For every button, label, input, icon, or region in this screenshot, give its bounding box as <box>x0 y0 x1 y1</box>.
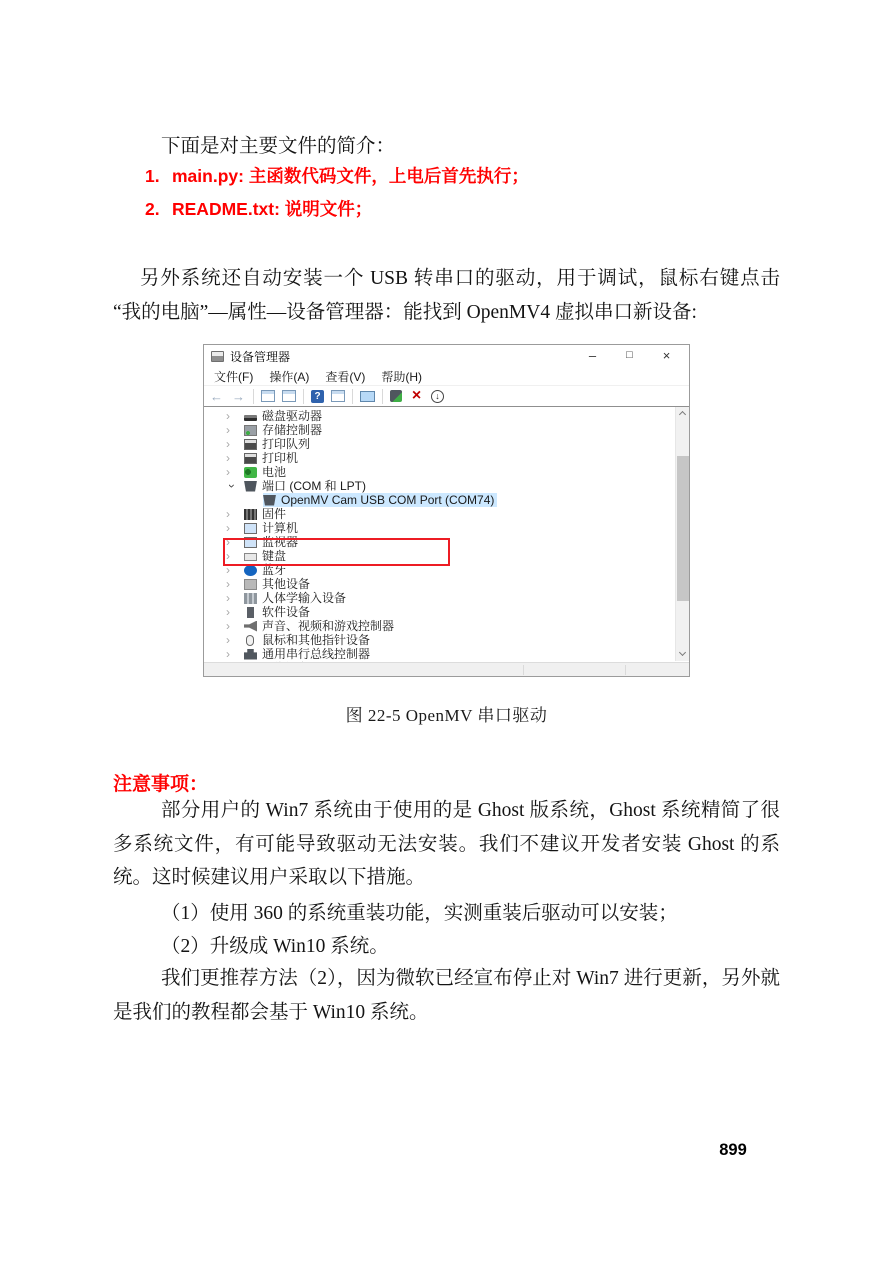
usb-icon <box>244 649 257 660</box>
selected-row-band <box>263 493 497 507</box>
tree-item[interactable] <box>204 451 689 465</box>
chevron-collapsed-icon[interactable]: › <box>226 605 230 619</box>
status-divider <box>523 665 524 675</box>
tree-item-label: 固件 <box>262 507 287 521</box>
file-item-text: README.txt: 说明文件； <box>172 199 373 219</box>
tree-item[interactable] <box>204 479 689 493</box>
software-device-icon <box>247 607 254 618</box>
titlebar[interactable] <box>204 345 689 367</box>
vertical-scrollbar[interactable] <box>675 407 689 661</box>
help-icon[interactable]: ? <box>311 390 324 403</box>
bluetooth-icon <box>244 565 257 576</box>
chevron-collapsed-icon[interactable]: › <box>226 507 230 521</box>
back-icon[interactable]: ← <box>210 388 223 404</box>
row-band <box>244 451 301 465</box>
monitor-icon <box>244 537 257 548</box>
row-band <box>244 591 349 605</box>
tree-item-label: 鼠标和其他指针设备 <box>262 633 371 647</box>
chevron-collapsed-icon[interactable]: › <box>226 451 230 465</box>
sound-icon <box>244 621 257 632</box>
chevron-collapsed-icon[interactable]: › <box>226 535 230 549</box>
menu-view[interactable]: 查看(V) <box>325 369 366 384</box>
tree-item[interactable] <box>204 409 689 423</box>
step-2-paragraph: （2）升级成 Win10 系统。 <box>161 936 389 957</box>
tree-item[interactable] <box>204 535 689 549</box>
port-icon <box>263 495 276 506</box>
battery-icon <box>244 467 257 478</box>
port-icon <box>244 481 257 492</box>
tree-item[interactable] <box>204 521 689 535</box>
chevron-collapsed-icon[interactable]: › <box>226 591 230 605</box>
file-item-text: main.py: 主函数代码文件，上电后首先执行； <box>172 166 529 186</box>
row-band <box>244 479 369 493</box>
page-number: 899 <box>719 1141 747 1159</box>
show-console-tree-icon[interactable] <box>261 390 275 402</box>
file-list-item <box>145 196 765 222</box>
menu-file[interactable]: 文件(F) <box>214 369 254 384</box>
tree-item-label: 计算机 <box>262 521 299 535</box>
tree-item-label: 蓝牙 <box>262 563 287 577</box>
tree-item-label: 电池 <box>262 465 287 479</box>
list-number: 1. <box>145 166 160 186</box>
disable-device-icon[interactable]: ↓ <box>431 390 444 403</box>
chevron-collapsed-icon[interactable]: › <box>226 563 230 577</box>
forward-icon[interactable]: → <box>232 388 245 404</box>
device-manager-icon <box>211 351 224 362</box>
storage-controller-icon <box>244 425 257 436</box>
tree-item-label: 监视器 <box>262 535 299 549</box>
chevron-collapsed-icon[interactable]: › <box>226 633 230 647</box>
print-queue-icon <box>244 439 257 450</box>
tree-item[interactable] <box>204 507 689 521</box>
tree-item-label: 其他设备 <box>262 577 311 591</box>
printer-icon <box>244 453 257 464</box>
action-pane-icon[interactable] <box>331 390 345 402</box>
status-bar <box>204 662 689 676</box>
figure-caption: 图 22-5 OpenMV 串口驱动 <box>345 706 548 725</box>
tree-item[interactable] <box>204 647 689 661</box>
usb-driver-paragraph: 另外系统还自动安装一个 USB 转串口的驱动，用于调试，鼠标右键点击 “我的电脑”—属性—设备管理器：能找到 OpenMV4 虚拟串口新设备: <box>113 268 780 323</box>
toolbar <box>204 386 689 406</box>
tree-item[interactable] <box>204 437 689 451</box>
tree-item[interactable] <box>204 633 689 647</box>
tree-item-label: 打印队列 <box>262 437 311 451</box>
properties-icon[interactable] <box>282 390 296 402</box>
tree-item-label: 磁盘驱动器 <box>262 409 323 423</box>
menu-action[interactable]: 操作(A) <box>269 369 310 384</box>
chevron-collapsed-icon[interactable]: › <box>226 647 230 661</box>
row-band <box>244 521 301 535</box>
tree-item[interactable] <box>204 563 689 577</box>
row-band <box>244 647 373 661</box>
chevron-collapsed-icon[interactable]: › <box>226 423 230 437</box>
keyboard-icon <box>244 553 257 561</box>
tree-item-label: OpenMV Cam USB COM Port (COM74) <box>281 493 495 507</box>
row-band <box>244 423 325 437</box>
chevron-collapsed-icon[interactable]: › <box>226 409 230 423</box>
chevron-collapsed-icon[interactable]: › <box>226 437 230 451</box>
row-band <box>244 535 301 549</box>
uninstall-device-icon[interactable]: × <box>411 387 422 404</box>
computer-icon <box>244 523 257 534</box>
row-band <box>244 437 313 451</box>
tree-item[interactable] <box>204 577 689 591</box>
update-driver-icon[interactable] <box>360 391 375 402</box>
row-band <box>244 549 289 563</box>
list-number: 2. <box>145 199 160 219</box>
tree-item-label: 人体学输入设备 <box>262 591 347 605</box>
row-band <box>244 619 397 633</box>
window-title: 设备管理器 <box>230 349 291 364</box>
tree-item[interactable] <box>204 465 689 479</box>
scroll-down-icon[interactable] <box>676 647 690 661</box>
chevron-expanded-icon[interactable]: › <box>225 484 239 488</box>
disk-drive-icon <box>244 415 257 421</box>
row-band <box>244 409 325 423</box>
hid-icon <box>244 593 257 604</box>
toolbar-separator <box>352 389 353 404</box>
row-band <box>244 633 373 647</box>
chevron-collapsed-icon[interactable]: › <box>226 619 230 633</box>
menubar <box>204 367 689 386</box>
tree-item-label: 打印机 <box>262 451 299 465</box>
maximize-button[interactable]: □ <box>626 349 633 361</box>
recommendation-paragraph: 我们更推荐方法（2），因为微软已经宣布停止对 Win7 进行更新，另外就是我们的教程都会基于 Win10 系统。 <box>113 968 780 1023</box>
minimize-button[interactable]: – <box>588 348 597 363</box>
tree-item-label: 存储控制器 <box>262 423 323 437</box>
scrollbar-thumb[interactable] <box>677 456 689 601</box>
row-band <box>244 507 289 521</box>
tree-item[interactable] <box>204 423 689 437</box>
close-button[interactable]: × <box>662 348 671 363</box>
row-band <box>244 605 313 619</box>
status-divider <box>625 665 626 675</box>
step-1-paragraph: （1）使用 360 的系统重装功能，实测重装后驱动可以安装； <box>161 903 678 924</box>
notes-paragraph: 部分用户的 Win7 系统由于使用的是 Ghost 版系统，Ghost 系统精简了很多系统文件，有可能导致驱动无法安装。我们不建议开发者安装 Ghost 的系统。这时候建议用户采取以下措施。 <box>113 800 780 888</box>
tree-item-label: 端口 (COM 和 LPT) <box>262 479 366 493</box>
tree-item-label: 键盘 <box>262 549 287 563</box>
tree-item[interactable] <box>204 619 689 633</box>
scroll-up-icon[interactable] <box>676 407 690 421</box>
chevron-collapsed-icon[interactable]: › <box>226 577 230 591</box>
window-controls <box>574 345 685 367</box>
tree-item-label: 通用串行总线控制器 <box>262 647 371 661</box>
toolbar-separator <box>303 389 304 404</box>
toolbar-separator <box>382 389 383 404</box>
device-tree <box>204 406 689 662</box>
file-list-item <box>145 163 765 189</box>
chevron-collapsed-icon[interactable]: › <box>226 549 230 563</box>
firmware-icon <box>244 509 257 520</box>
row-band <box>244 563 289 577</box>
menu-help[interactable]: 帮助(H) <box>381 369 422 384</box>
tree-item-label: 软件设备 <box>262 605 311 619</box>
intro-paragraph: 下面是对主要文件的简介： <box>161 136 396 157</box>
other-devices-icon <box>244 579 257 590</box>
tree-item[interactable] <box>204 493 689 507</box>
chevron-collapsed-icon[interactable]: › <box>226 521 230 535</box>
row-band <box>244 577 313 591</box>
tree-item[interactable] <box>204 549 689 563</box>
chevron-collapsed-icon[interactable]: › <box>226 465 230 479</box>
mouse-icon <box>246 635 254 646</box>
toolbar-separator <box>253 389 254 404</box>
tree-item-label: 声音、视频和游戏控制器 <box>262 619 395 633</box>
device-manager-window <box>203 344 690 677</box>
row-band <box>244 465 289 479</box>
tree-item[interactable] <box>204 591 689 605</box>
scan-hardware-changes-icon[interactable] <box>390 390 402 402</box>
notes-heading: 注意事项： <box>113 774 209 795</box>
tree-item[interactable] <box>204 605 689 619</box>
